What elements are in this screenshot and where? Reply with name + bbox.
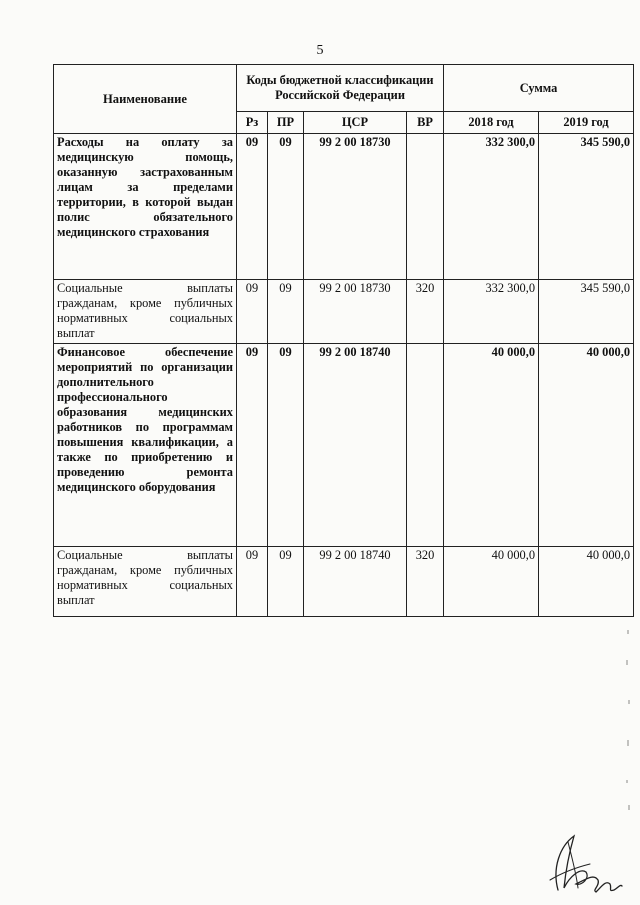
page-number: 5 [316, 43, 324, 58]
row-2018: 40 000,0 [444, 547, 539, 617]
row-name: Социальные выплаты гражданам, кроме публичных нормативных социальных выплат [54, 280, 237, 344]
row-vr [407, 134, 444, 280]
header-csr: ЦСР [304, 112, 407, 134]
table-row [54, 134, 634, 280]
row-2019: 345 590,0 [539, 280, 634, 344]
header-2019: 2019 год [539, 112, 634, 134]
row-csr: 99 2 00 18740 [304, 344, 407, 547]
row-2018: 332 300,0 [444, 134, 539, 280]
table-row [54, 547, 634, 617]
row-2019: 40 000,0 [539, 344, 634, 547]
row-rz: 09 [237, 547, 268, 617]
row-vr: 320 [407, 280, 444, 344]
row-name: Социальные выплаты гражданам, кроме публичных нормативных социальных выплат [54, 547, 237, 617]
header-codes: Коды бюджетной классификации Российской Федерации [237, 65, 444, 112]
row-vr: 320 [407, 547, 444, 617]
row-2019: 345 590,0 [539, 134, 634, 280]
header-pr: ПР [268, 112, 304, 134]
table-row [54, 280, 634, 344]
budget-table [53, 64, 634, 617]
row-pr: 09 [268, 280, 304, 344]
row-csr: 99 2 00 18730 [304, 280, 407, 344]
row-2019: 40 000,0 [539, 547, 634, 617]
header-rz: Рз [237, 112, 268, 134]
header-vr: ВР [407, 112, 444, 134]
header-sum: Сумма [444, 65, 634, 112]
header-row-1 [54, 65, 634, 112]
row-rz: 09 [237, 280, 268, 344]
row-name: Финансовое обеспечение мероприятий по организации дополнительного профессионального образования медицинских работников по программам повышения квалификации, а также по приобретению и проведению ремонта медицинского оборудования [54, 344, 237, 547]
row-pr: 09 [268, 134, 304, 280]
row-rz: 09 [237, 344, 268, 547]
row-vr [407, 344, 444, 547]
row-pr: 09 [268, 547, 304, 617]
scan-margin-marks [622, 620, 634, 820]
row-2018: 332 300,0 [444, 280, 539, 344]
row-2018: 40 000,0 [444, 344, 539, 547]
header-name: Наименование [54, 65, 237, 134]
row-pr: 09 [268, 344, 304, 547]
row-csr: 99 2 00 18730 [304, 134, 407, 280]
header-2018: 2018 год [444, 112, 539, 134]
signature [530, 828, 625, 898]
row-csr: 99 2 00 18740 [304, 547, 407, 617]
row-name: Расходы на оплату за медицинскую помощь, оказанную застрахованным лицам за пределами территории, в которой выдан полис обязательного медицинского страхования [54, 134, 237, 280]
row-rz: 09 [237, 134, 268, 280]
table-row [54, 344, 634, 547]
